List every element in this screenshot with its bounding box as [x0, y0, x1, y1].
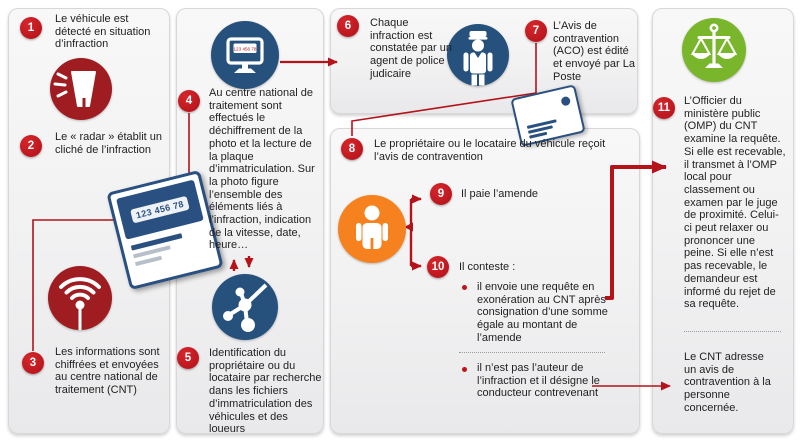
photo-text-line	[135, 256, 162, 266]
radar-icon	[50, 58, 112, 120]
bullet-dot	[462, 367, 467, 372]
step-4-text: Au centre national de traitement sont effectués le déchiffrement de la photo et la lecture de la plaque d’immatriculation. Sur la photo figure l’ensemble des éléments liés à l’infraction, indication de la vitesse, date, heure…	[209, 87, 315, 252]
plate-number: 123 456 78	[131, 196, 190, 223]
step-9-badge: 9	[430, 183, 452, 205]
step-1-badge: 1	[20, 17, 42, 39]
dotted-divider	[684, 331, 781, 332]
step-11-text: L’Officier du ministère public (OMP) du CNT examine la requête. Si elle est recevable, il transmet à l’OMP local pour classement ou examen par le juge de proximité. Celui-ci peut relaxer ou prononcer une peine. Si elle n’est pas recevable, le demandeur est informé du rejet de sa requête.	[684, 95, 786, 311]
step-9-text: Il paie l’amende	[461, 188, 539, 200]
step-7-badge: 7	[525, 20, 547, 42]
stamp-icon	[560, 96, 571, 107]
step-10-text: Il conteste :	[459, 261, 516, 273]
plate-photo-area	[116, 180, 204, 240]
police-officer-icon	[447, 24, 509, 86]
step-5-text: Identification du propriétaire ou du locataire par recherche dans les fichiers d’immatriculation des véhicules et des loueurs	[209, 347, 322, 436]
step-2-badge: 2	[20, 135, 42, 157]
justice-scales-icon	[682, 18, 746, 82]
step-11-badge: 11	[653, 97, 675, 119]
step-7-text: L’Avis de contravention (ACO) est édité et envoyé par La Poste	[553, 20, 635, 83]
person-icon	[338, 195, 406, 263]
wifi-transmit-icon	[48, 266, 112, 330]
step-3-badge: 3	[22, 352, 44, 374]
step-3-text: Les informations sont chiffrées et envoyées au centre national de traitement (CNT)	[55, 346, 160, 397]
bullet-dot	[462, 285, 467, 290]
step-10-badge: 10	[427, 256, 449, 278]
step-10-bullet-1: il envoie une requête en exonération au CNT après consignation d’une somme égale au montant de l’amende	[477, 281, 608, 344]
step-2-text: Le « radar » établit un cliché de l’infraction	[55, 131, 163, 156]
step-10-bullet-2: il n’est pas l’auteur de l’infraction et il désigne le conducteur contrevenant	[477, 362, 600, 400]
step-8-text: Le propriétaire ou le locataire du véhicule reçoit l’avis de contravention	[374, 138, 606, 163]
step-8-badge: 8	[341, 138, 363, 160]
monitor-icon	[211, 21, 279, 89]
monitor-screen-text: 123 456 78	[233, 46, 257, 52]
step-4-badge: 4	[178, 90, 200, 112]
network-search-icon	[212, 274, 278, 340]
step-6-badge: 6	[337, 15, 359, 37]
step-5-badge: 5	[177, 347, 199, 369]
step-1-text: Le véhicule est détecté en situation d’infraction	[55, 13, 151, 51]
step-6-text: Chaque infraction est constatée par un agent de police judicaire	[370, 17, 452, 80]
dotted-divider	[459, 352, 605, 353]
cnt-notice-text: Le CNT adresse un avis de contravention à la personne concernée.	[684, 351, 771, 414]
